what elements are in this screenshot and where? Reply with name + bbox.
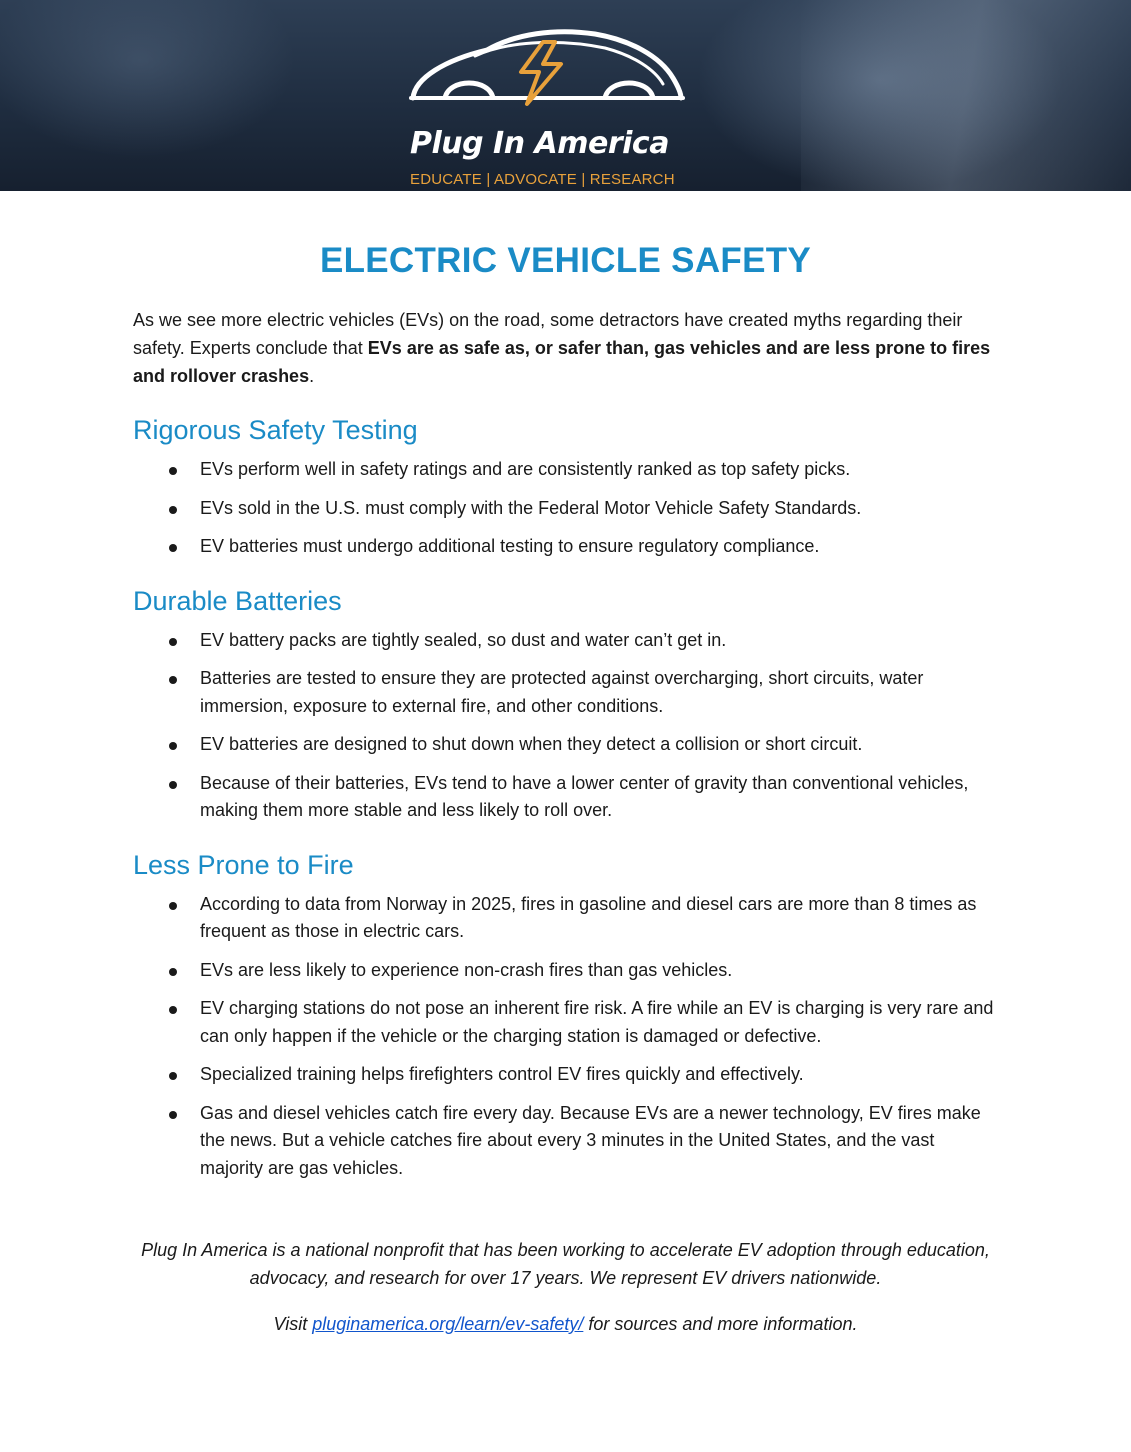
car-lightning-icon bbox=[405, 20, 690, 110]
bullet-icon bbox=[169, 742, 177, 750]
about-footer: Plug In America is a national nonprofit that has been working to accelerate EV adoption through education, advocacy, and research for over 17 years. We represent EV drivers nationwide. bbox=[141, 1240, 990, 1288]
list-item bbox=[133, 731, 998, 759]
bullet-icon bbox=[169, 676, 177, 684]
bullet-icon bbox=[169, 467, 177, 475]
list-item-text: Batteries are tested to ensure they are protected against overcharging, short circuits, water immersion, exposure to external fire, and other conditions. bbox=[200, 668, 924, 716]
bullet-icon bbox=[169, 506, 177, 514]
list-item-text: EV batteries are designed to shut down when they detect a collision or short circuit. bbox=[200, 734, 863, 754]
list-item bbox=[133, 533, 998, 561]
section-heading-testing: Rigorous Safety Testing bbox=[133, 415, 418, 445]
page-title: ELECTRIC VEHICLE SAFETY bbox=[319, 241, 812, 280]
list-item bbox=[133, 957, 998, 985]
bullet-icon bbox=[169, 544, 177, 552]
bullet-icon bbox=[169, 638, 177, 646]
bullet-icon bbox=[169, 902, 177, 910]
visit-prefix: Visit bbox=[273, 1314, 313, 1334]
list-item-text: EVs perform well in safety ratings and are consistently ranked as top safety picks. bbox=[200, 459, 851, 479]
bullet-list-batteries bbox=[133, 627, 998, 825]
bullet-icon bbox=[169, 1072, 177, 1080]
section-heading-batteries: Durable Batteries bbox=[133, 585, 342, 616]
list-item-text: EV battery packs are tightly sealed, so dust and water can’t get in. bbox=[200, 629, 727, 650]
intro-text-start: As we see more electric vehicles (EVs) on the road, some detractors have created myths regarding their safety. Experts conclude that bbox=[133, 310, 963, 358]
list-item bbox=[133, 770, 998, 825]
bullet-list-testing bbox=[133, 456, 998, 561]
bullet-icon bbox=[169, 1111, 177, 1119]
sources-link[interactable]: pluginamerica.org/learn/ev-safety/ bbox=[312, 1314, 584, 1334]
list-item-text: EV charging stations do not pose an inherent fire risk. A fire while an EV is charging is very rare and can only happen if the vehicle or the charging station is damaged or defective. bbox=[200, 998, 994, 1046]
list-item bbox=[133, 891, 998, 946]
intro-bold-claim: EVs are as safe as, or safer than, gas vehicles and are less prone to fires and rollover crashes bbox=[133, 338, 991, 386]
section-heading-fire: Less Prone to Fire bbox=[133, 849, 354, 880]
visit-suffix: for sources and more information. bbox=[583, 1314, 858, 1334]
list-item bbox=[133, 995, 998, 1050]
list-item bbox=[133, 1061, 998, 1089]
list-item bbox=[133, 1100, 998, 1183]
intro-paragraph bbox=[133, 306, 998, 390]
list-item-text: EVs sold in the U.S. must comply with the Federal Motor Vehicle Safety Standards. bbox=[200, 497, 862, 518]
brand-name: Plug In America bbox=[410, 126, 669, 161]
list-item-text: Specialized training helps firefighters control EV fires quickly and effectively. bbox=[200, 1064, 804, 1084]
list-item-text: EVs are less likely to experience non-crash fires than gas vehicles. bbox=[200, 959, 733, 980]
bullet-icon bbox=[169, 781, 177, 789]
list-item-text: According to data from Norway in 2025, fires in gasoline and diesel cars are more than 8 times as frequent as those in electric cars. bbox=[200, 893, 977, 941]
bullet-icon bbox=[169, 968, 177, 976]
visit-line bbox=[133, 1310, 998, 1338]
intro-text-end: . bbox=[309, 366, 315, 386]
list-item bbox=[133, 665, 998, 720]
header-banner bbox=[0, 0, 1131, 191]
bullet-icon bbox=[169, 1006, 177, 1014]
list-item-text: EV batteries must undergo additional testing to ensure regulatory compliance. bbox=[200, 536, 820, 556]
list-item-text: Gas and diesel vehicles catch fire every day. Because EVs are a newer technology, EV fires make the news. But a vehicle catches fire about every 3 minutes in the United States, and the vast majority are gas vehicles. bbox=[200, 1102, 981, 1178]
bullet-list-fire bbox=[133, 891, 998, 1183]
list-item bbox=[133, 495, 998, 523]
list-item bbox=[133, 627, 998, 655]
brand-tagline: EDUCATE | ADVOCATE | RESEARCH bbox=[410, 171, 675, 188]
brand-logo bbox=[405, 20, 690, 188]
document-body bbox=[133, 239, 998, 1193]
list-item bbox=[133, 456, 998, 484]
list-item-text: Because of their batteries, EVs tend to have a lower center of gravity than conventional vehicles, making them more stable and less likely to roll over. bbox=[200, 772, 969, 820]
banner-photo-shade bbox=[801, 0, 1131, 191]
